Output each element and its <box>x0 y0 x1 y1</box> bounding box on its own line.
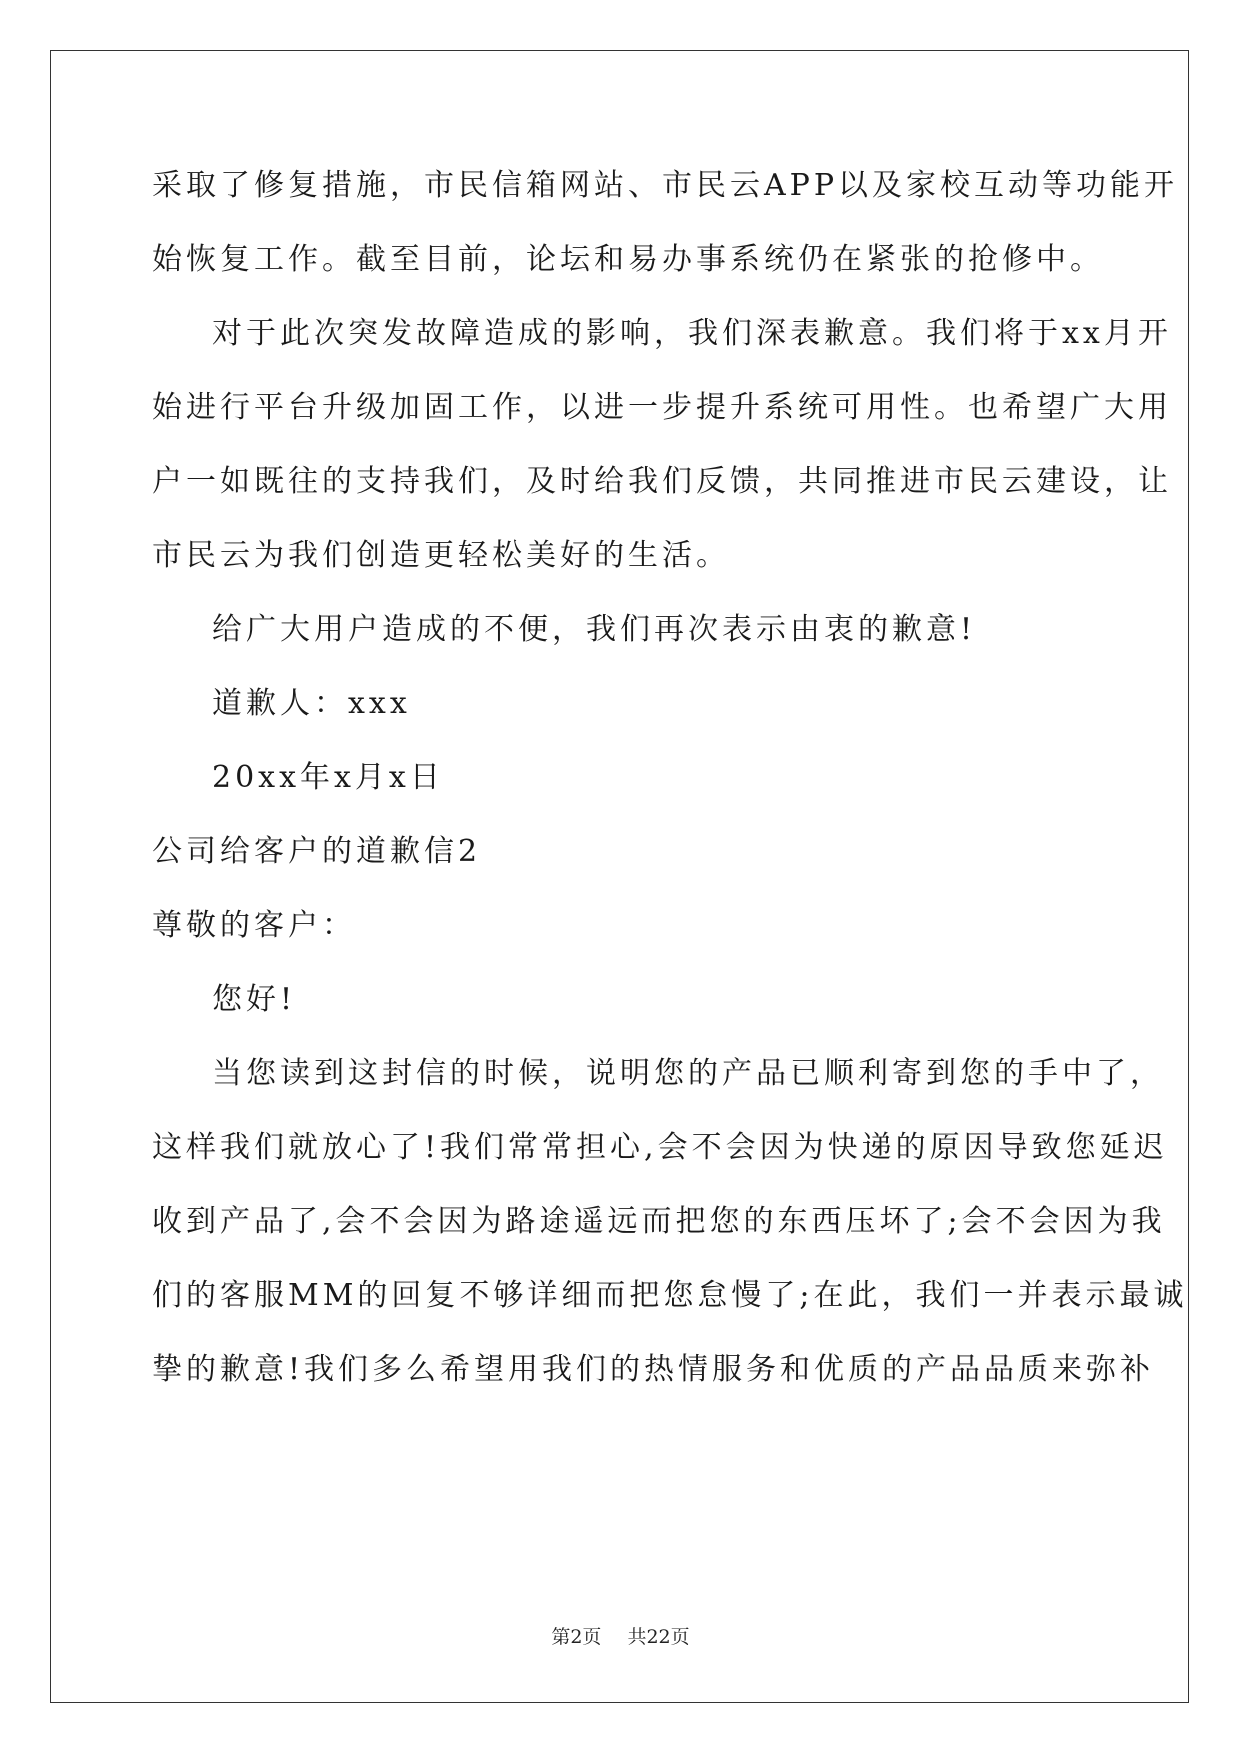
paragraph-line: 当您读到这封信的时候，说明您的产品已顺利寄到您的手中了， <box>212 1056 1164 1091</box>
salutation: 尊敬的客户： <box>152 908 356 943</box>
signature-line: 道歉人：xxx <box>212 686 411 721</box>
paragraph-line: 这样我们就放心了!我们常常担心,会不会因为快递的原因导致您延迟 <box>152 1130 1168 1165</box>
paragraph-line: 收到产品了,会不会因为路途遥远而把您的东西压坏了;会不会因为我 <box>152 1204 1166 1239</box>
paragraph-line: 挚的歉意!我们多么希望用我们的热情服务和优质的产品品质来弥补 <box>152 1352 1155 1387</box>
page-number: 第2页 <box>551 1626 602 1648</box>
page-border <box>50 50 1189 1703</box>
paragraph-line: 户一如既往的支持我们，及时给我们反馈，共同推进市民云建设，让 <box>152 464 1172 499</box>
paragraph-line: 给广大用户造成的不便，我们再次表示由衷的歉意! <box>212 612 977 647</box>
section-title: 公司给客户的道歉信2 <box>152 834 482 869</box>
page-total: 共22页 <box>627 1626 690 1648</box>
paragraph-line: 们的客服MM的回复不够详细而把您怠慢了;在此，我们一并表示最诚 <box>152 1278 1188 1313</box>
greeting: 您好! <box>212 982 297 1017</box>
paragraph-line: 始进行平台升级加固工作，以进一步提升系统可用性。也希望广大用 <box>152 390 1172 425</box>
paragraph-line: 始恢复工作。截至目前，论坛和易办事系统仍在紧张的抢修中。 <box>152 242 1104 277</box>
page-footer <box>0 1622 1241 1649</box>
date-line: 20xx年x月x日 <box>212 760 444 795</box>
paragraph-line: 市民云为我们创造更轻松美好的生活。 <box>152 538 730 573</box>
paragraph-line: 采取了修复措施，市民信箱网站、市民云APP以及家校互动等功能开 <box>152 168 1179 203</box>
paragraph-line: 对于此次突发故障造成的影响，我们深表歉意。我们将于xx月开 <box>212 316 1172 351</box>
